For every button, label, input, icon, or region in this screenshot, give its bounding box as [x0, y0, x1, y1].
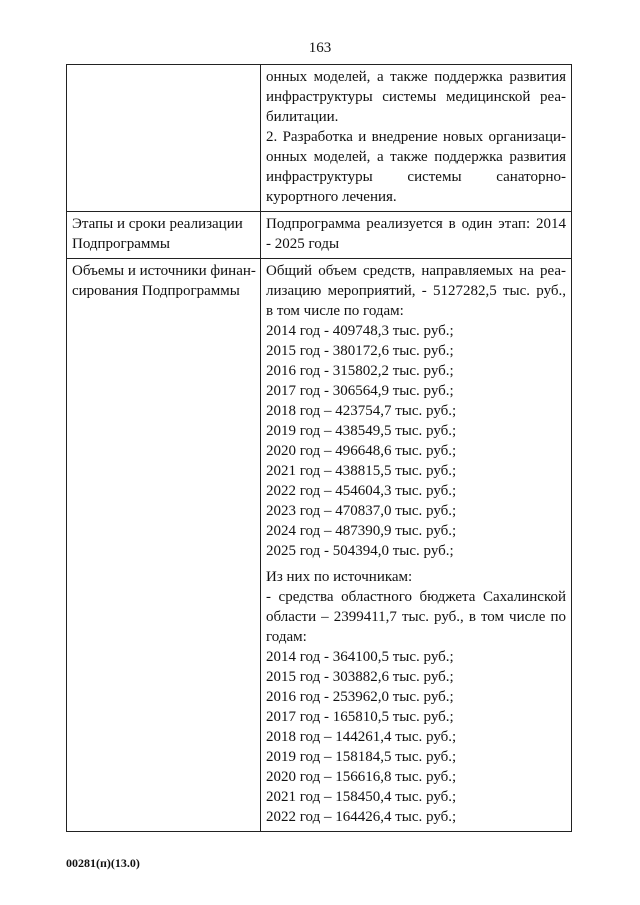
- word: системы: [407, 169, 462, 185]
- row3-label-cell: [67, 259, 261, 832]
- year-line: 2014 год - 409748,3 тыс. руб.;: [266, 323, 454, 339]
- year-line: 2018 год – 423754,7 тыс. руб.;: [266, 403, 457, 419]
- text-line: Общий объем средств, направляемых на реа-: [266, 263, 566, 279]
- year-line: 2019 год – 158184,5 тыс. руб.;: [266, 749, 457, 765]
- year-line: 2025 год - 504394,0 тыс. руб.;: [266, 543, 454, 559]
- text-line: 2. Разработка и внедрение новых организаци-: [266, 129, 566, 145]
- row1-value-cell: [261, 65, 572, 212]
- year-line: 2015 год - 380172,6 тыс. руб.;: [266, 343, 454, 359]
- year-line: 2016 год - 253962,0 тыс. руб.;: [266, 689, 454, 705]
- year-line: 2017 год - 306564,9 тыс. руб.;: [266, 383, 454, 399]
- label-line: сирования Подпрограммы: [72, 283, 240, 299]
- year-line: 2014 год - 364100,5 тыс. руб.;: [266, 649, 454, 665]
- row1-label-cell: [67, 65, 261, 212]
- row3-value-cell: [261, 259, 572, 832]
- text-line: курортного лечения.: [266, 189, 397, 205]
- text-line: Подпрограмма реализуется в один этап: 2014: [266, 216, 566, 232]
- year-line: 2017 год - 165810,5 тыс. руб.;: [266, 709, 454, 725]
- year-line: 2020 год – 156616,8 тыс. руб.;: [266, 769, 457, 785]
- table-row: [67, 259, 572, 832]
- year-line: 2024 год – 487390,9 тыс. руб.;: [266, 523, 457, 539]
- text-line: годам:: [266, 629, 307, 645]
- text-line: - 2025 годы: [266, 236, 340, 252]
- subprogram-passport-table: [66, 64, 572, 832]
- label-line: Этапы и сроки реализации: [72, 216, 243, 232]
- text-line: - средства областного бюджета Сахалинской: [266, 589, 566, 605]
- text-line: в том числе по годам:: [266, 303, 404, 319]
- text-line-spaced: [266, 167, 566, 187]
- label-line: Подпрограммы: [72, 236, 170, 252]
- year-line: 2022 год – 164426,4 тыс. руб.;: [266, 809, 457, 825]
- text-line: области – 2399411,7 тыс. руб., в том числе по: [266, 609, 566, 625]
- text-line: онных моделей, а также поддержка развития: [266, 149, 566, 165]
- year-line: 2020 год – 496648,6 тыс. руб.;: [266, 443, 457, 459]
- page-number: 163: [308, 40, 332, 56]
- text-line: онных моделей, а также поддержка развития: [266, 69, 566, 85]
- row2-value-cell: [261, 212, 572, 259]
- row2-label-cell: [67, 212, 261, 259]
- year-line: 2022 год – 454604,3 тыс. руб.;: [266, 483, 457, 499]
- text-line: инфраструктуры системы медицинской реа-: [266, 89, 566, 105]
- word: инфраструктуры: [266, 169, 373, 185]
- year-line: 2016 год - 315802,2 тыс. руб.;: [266, 363, 454, 379]
- word: санаторно-: [496, 169, 566, 185]
- year-line: 2021 год – 158450,4 тыс. руб.;: [266, 789, 457, 805]
- document-code: 00281(п)(13.0): [66, 856, 140, 870]
- text-line: билитации.: [266, 109, 339, 125]
- year-line: 2015 год - 303882,6 тыс. руб.;: [266, 669, 454, 685]
- table-row: [67, 65, 572, 212]
- year-line: 2019 год – 438549,5 тыс. руб.;: [266, 423, 457, 439]
- table-row: [67, 212, 572, 259]
- text-line: лизацию мероприятий, - 5127282,5 тыс. руб.,: [266, 283, 566, 299]
- label-line: Объемы и источники финан-: [72, 263, 256, 279]
- year-line: 2023 год – 470837,0 тыс. руб.;: [266, 503, 457, 519]
- text-line: Из них по источникам:: [266, 569, 413, 585]
- year-line: 2018 год – 144261,4 тыс. руб.;: [266, 729, 457, 745]
- year-line: 2021 год – 438815,5 тыс. руб.;: [266, 463, 457, 479]
